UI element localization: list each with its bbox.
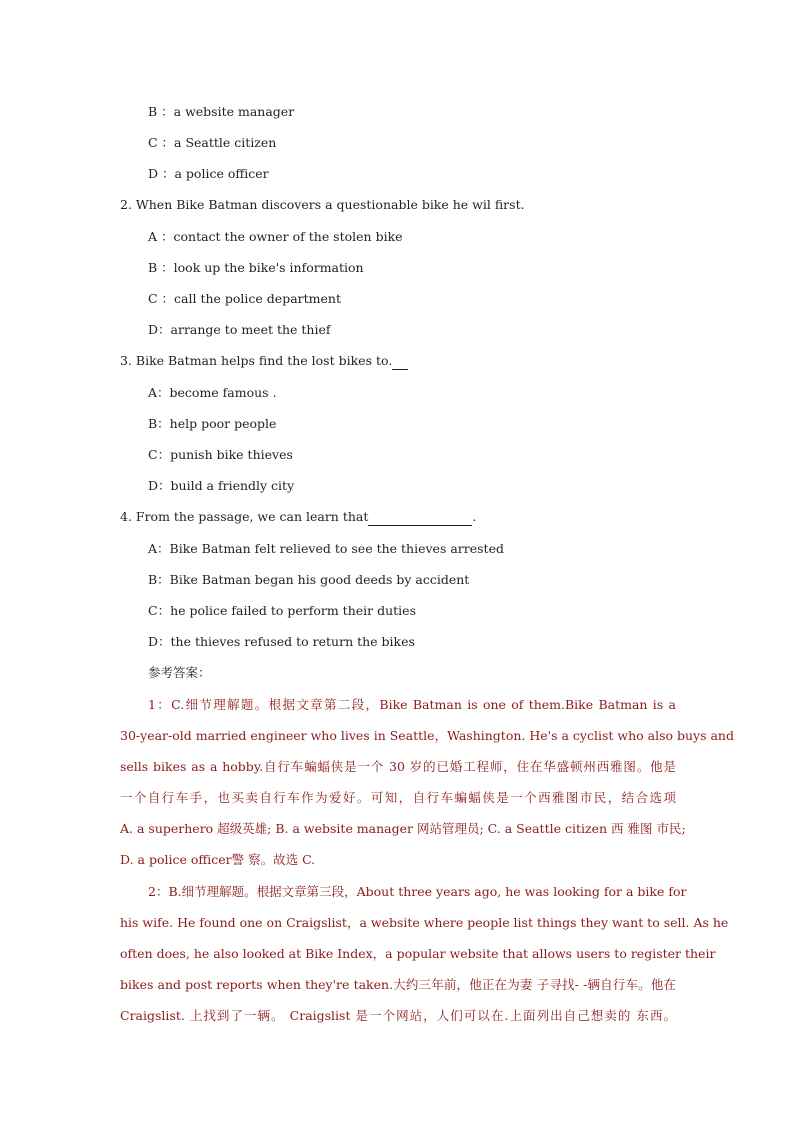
q3-option-b: B：help poor people (148, 416, 277, 431)
q2-option-b: B ：look up the bike's information (148, 260, 364, 275)
q2-option-c: C ：call the police department (148, 291, 341, 306)
answer-2-line: 2：B.细节理解题。根据文章第三段，About three years ago, he was looking for a bike for (148, 884, 687, 899)
q1-option-c: C ：a Seattle citizen (148, 135, 277, 150)
q3-option-a: A：become famous . (148, 385, 277, 400)
q2-option-d: D：arrange to meet the thief (148, 322, 331, 337)
answer-1-line: D. a police officer警 察。故选 C. (120, 852, 316, 867)
q1-option-d: D ：a police officer (148, 166, 269, 181)
q3-answer-blank (392, 353, 408, 370)
q4-stem: 4. From the passage, we can learn that (120, 509, 369, 524)
answer-2-line: bikes and post reports when they're taken.大约三年前，他正在为妻 子寻找- -辆自行车。他在 (120, 977, 676, 992)
answer-1-line: A. a superhero 超级英雄; B. a website manager 网站管理员; C. a Seattle citizen 西 雅图 市民; (120, 821, 686, 836)
q4-answer-blank (368, 509, 472, 526)
q4-option-d: D：the thieves refused to return the bikes (148, 634, 415, 649)
q1-option-b: B ：a website manager (148, 104, 295, 119)
answer-1-line: sells bikes as a hobby.自行车蝙蝠侠是一个 30 岁的已婚工程师，住在华盛顿州西雅图。他是 (120, 759, 676, 774)
q4-option-c: C：he police failed to perform their duties (148, 603, 416, 618)
q4-option-a: A：Bike Batman felt relieved to see the thieves arrested (148, 541, 504, 556)
answer-2-line: his wife. He found one on Craigslist，a website where people list things they want to sell. As he (120, 915, 729, 930)
answers-heading: 参考答案： (148, 665, 211, 680)
q3-option-c: C：punish bike thieves (148, 447, 293, 462)
answer-2-line: often does, he also looked at Bike Index，a popular website that allows users to register their (120, 946, 716, 961)
q2-stem: 2. When Bike Batman discovers a questionable bike he wil first. (120, 197, 525, 212)
q2-option-a: A ：contact the owner of the stolen bike (148, 229, 403, 244)
answer-1-line: 1：C.细节理解题。根据文章第二段，Bike Batman is one of them.Bike Batman is a (148, 697, 676, 712)
q3-stem: 3. Bike Batman helps find the lost bikes to. (120, 353, 393, 368)
q4-option-b: B：Bike Batman began his good deeds by accident (148, 572, 470, 587)
q4-stem-row: 4. From the passage, we can learn that . (120, 509, 477, 524)
q3-option-d: D：build a friendly city (148, 478, 295, 493)
answer-1-line: 30-year-old married engineer who lives in Seattle，Washington. He's a cyclist who also buys and (120, 728, 734, 743)
q3-stem-row (120, 353, 408, 370)
answer-2-line: Craigslist. 上找到了一辆。 Craigslist 是一个网站，人们可以在.上面列出自己想卖的 东西。 (120, 1008, 676, 1023)
answer-1-line: 一个自行车手，也买卖自行车作为爱好。可知，自行车蝙蝠侠是一个西雅图市民，结合选项 (120, 790, 676, 805)
